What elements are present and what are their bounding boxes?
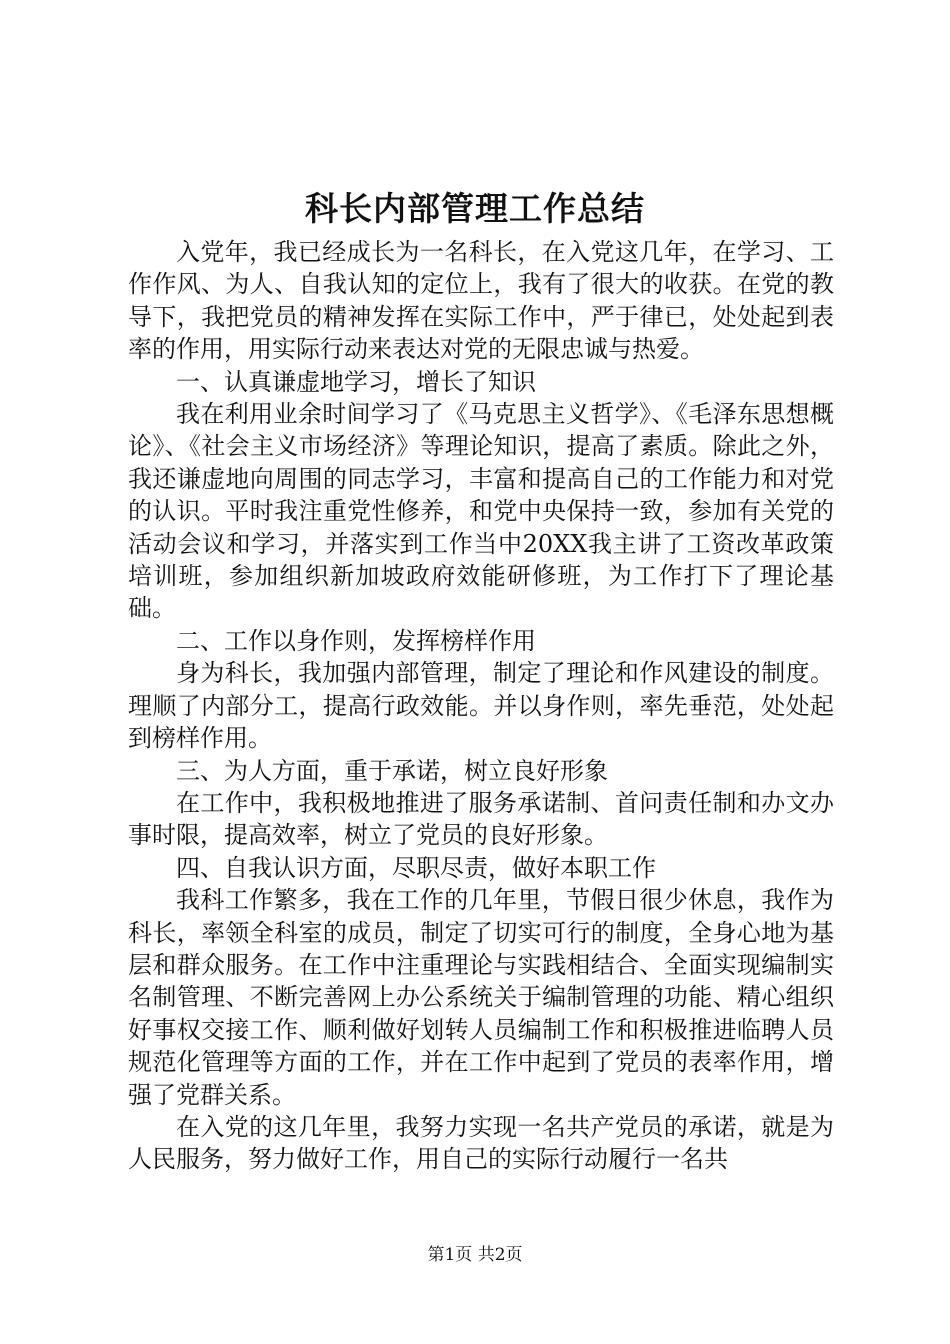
paragraph-closing: 在入党的这几年里，我努力实现一名共产党员的承诺，就是为人民服务，努力做好工作，用自己的实际行动履行一名共: [128, 1112, 834, 1174]
section-heading-2: 二、工作以身作则，发挥榜样作用: [176, 626, 536, 655]
paragraph-self-awareness: 我科工作繁多，我在工作的几年里，节假日很少休息，我作为科长，率领全科室的成员，制定了切实可行的制度，全身心地为基层和群众服务。在工作中注重理论与实践相结合、全面实现编制实名制管理、不断完善网上办公系统关于编制管理的功能、精心组织好事权交接工作、顺利做好划转人员编制工作和积极推进临聘人员规范化管理等方面的工作，并在工作中起到了党员的表率作用，增强了党群关系。: [128, 886, 834, 1109]
section-heading-4: 四、自我认识方面，尽职尽责，做好本职工作: [176, 853, 656, 882]
document-body: [128, 236, 834, 1176]
document-title: 科长内部管理工作总结: [305, 189, 645, 228]
paragraph-role-model: 身为科长，我加强内部管理，制定了理论和作风建设的制度。理顺了内部分工，提高行政效能。并以身作则，率先垂范，处处起到榜样作用。: [128, 659, 834, 753]
paragraph-commitment: 在工作中，我积极地推进了服务承诺制、首问责任制和办文办事时限，提高效率，树立了党员的良好形象。: [128, 788, 834, 850]
page-number-footer: 第1页 共2页: [427, 1245, 523, 1265]
section-heading-3: 三、为人方面，重于承诺，树立良好形象: [176, 756, 608, 785]
paragraph-intro: 入党年，我已经成长为一名科长，在入党这几年，在学习、工作作风、为人、自我认知的定位上，我有了很大的收获。在党的教导下，我把党员的精神发挥在实际工作中，严于律已，处处起到表率的作用，用实际行动来表达对党的无限忠诚与热爱。: [128, 238, 834, 364]
paragraph-study: 我在利用业余时间学习了《马克思主义哲学》、《毛泽东思想概论》、《社会主义市场经济》等理论知识，提高了素质。除此之外，我还谦虚地向周围的同志学习，丰富和提高自己的工作能力和对党的认识。平时我注重党性修养，和党中央保持一致，参加有关党的活动会议和学习，并落实到工作当中20XX我主讲了工资改革政策培训班，参加组织新加坡政府效能研修班，为工作打下了理论基础。: [128, 400, 834, 623]
section-heading-1: 一、认真谦虚地学习，增长了知识: [176, 367, 536, 396]
